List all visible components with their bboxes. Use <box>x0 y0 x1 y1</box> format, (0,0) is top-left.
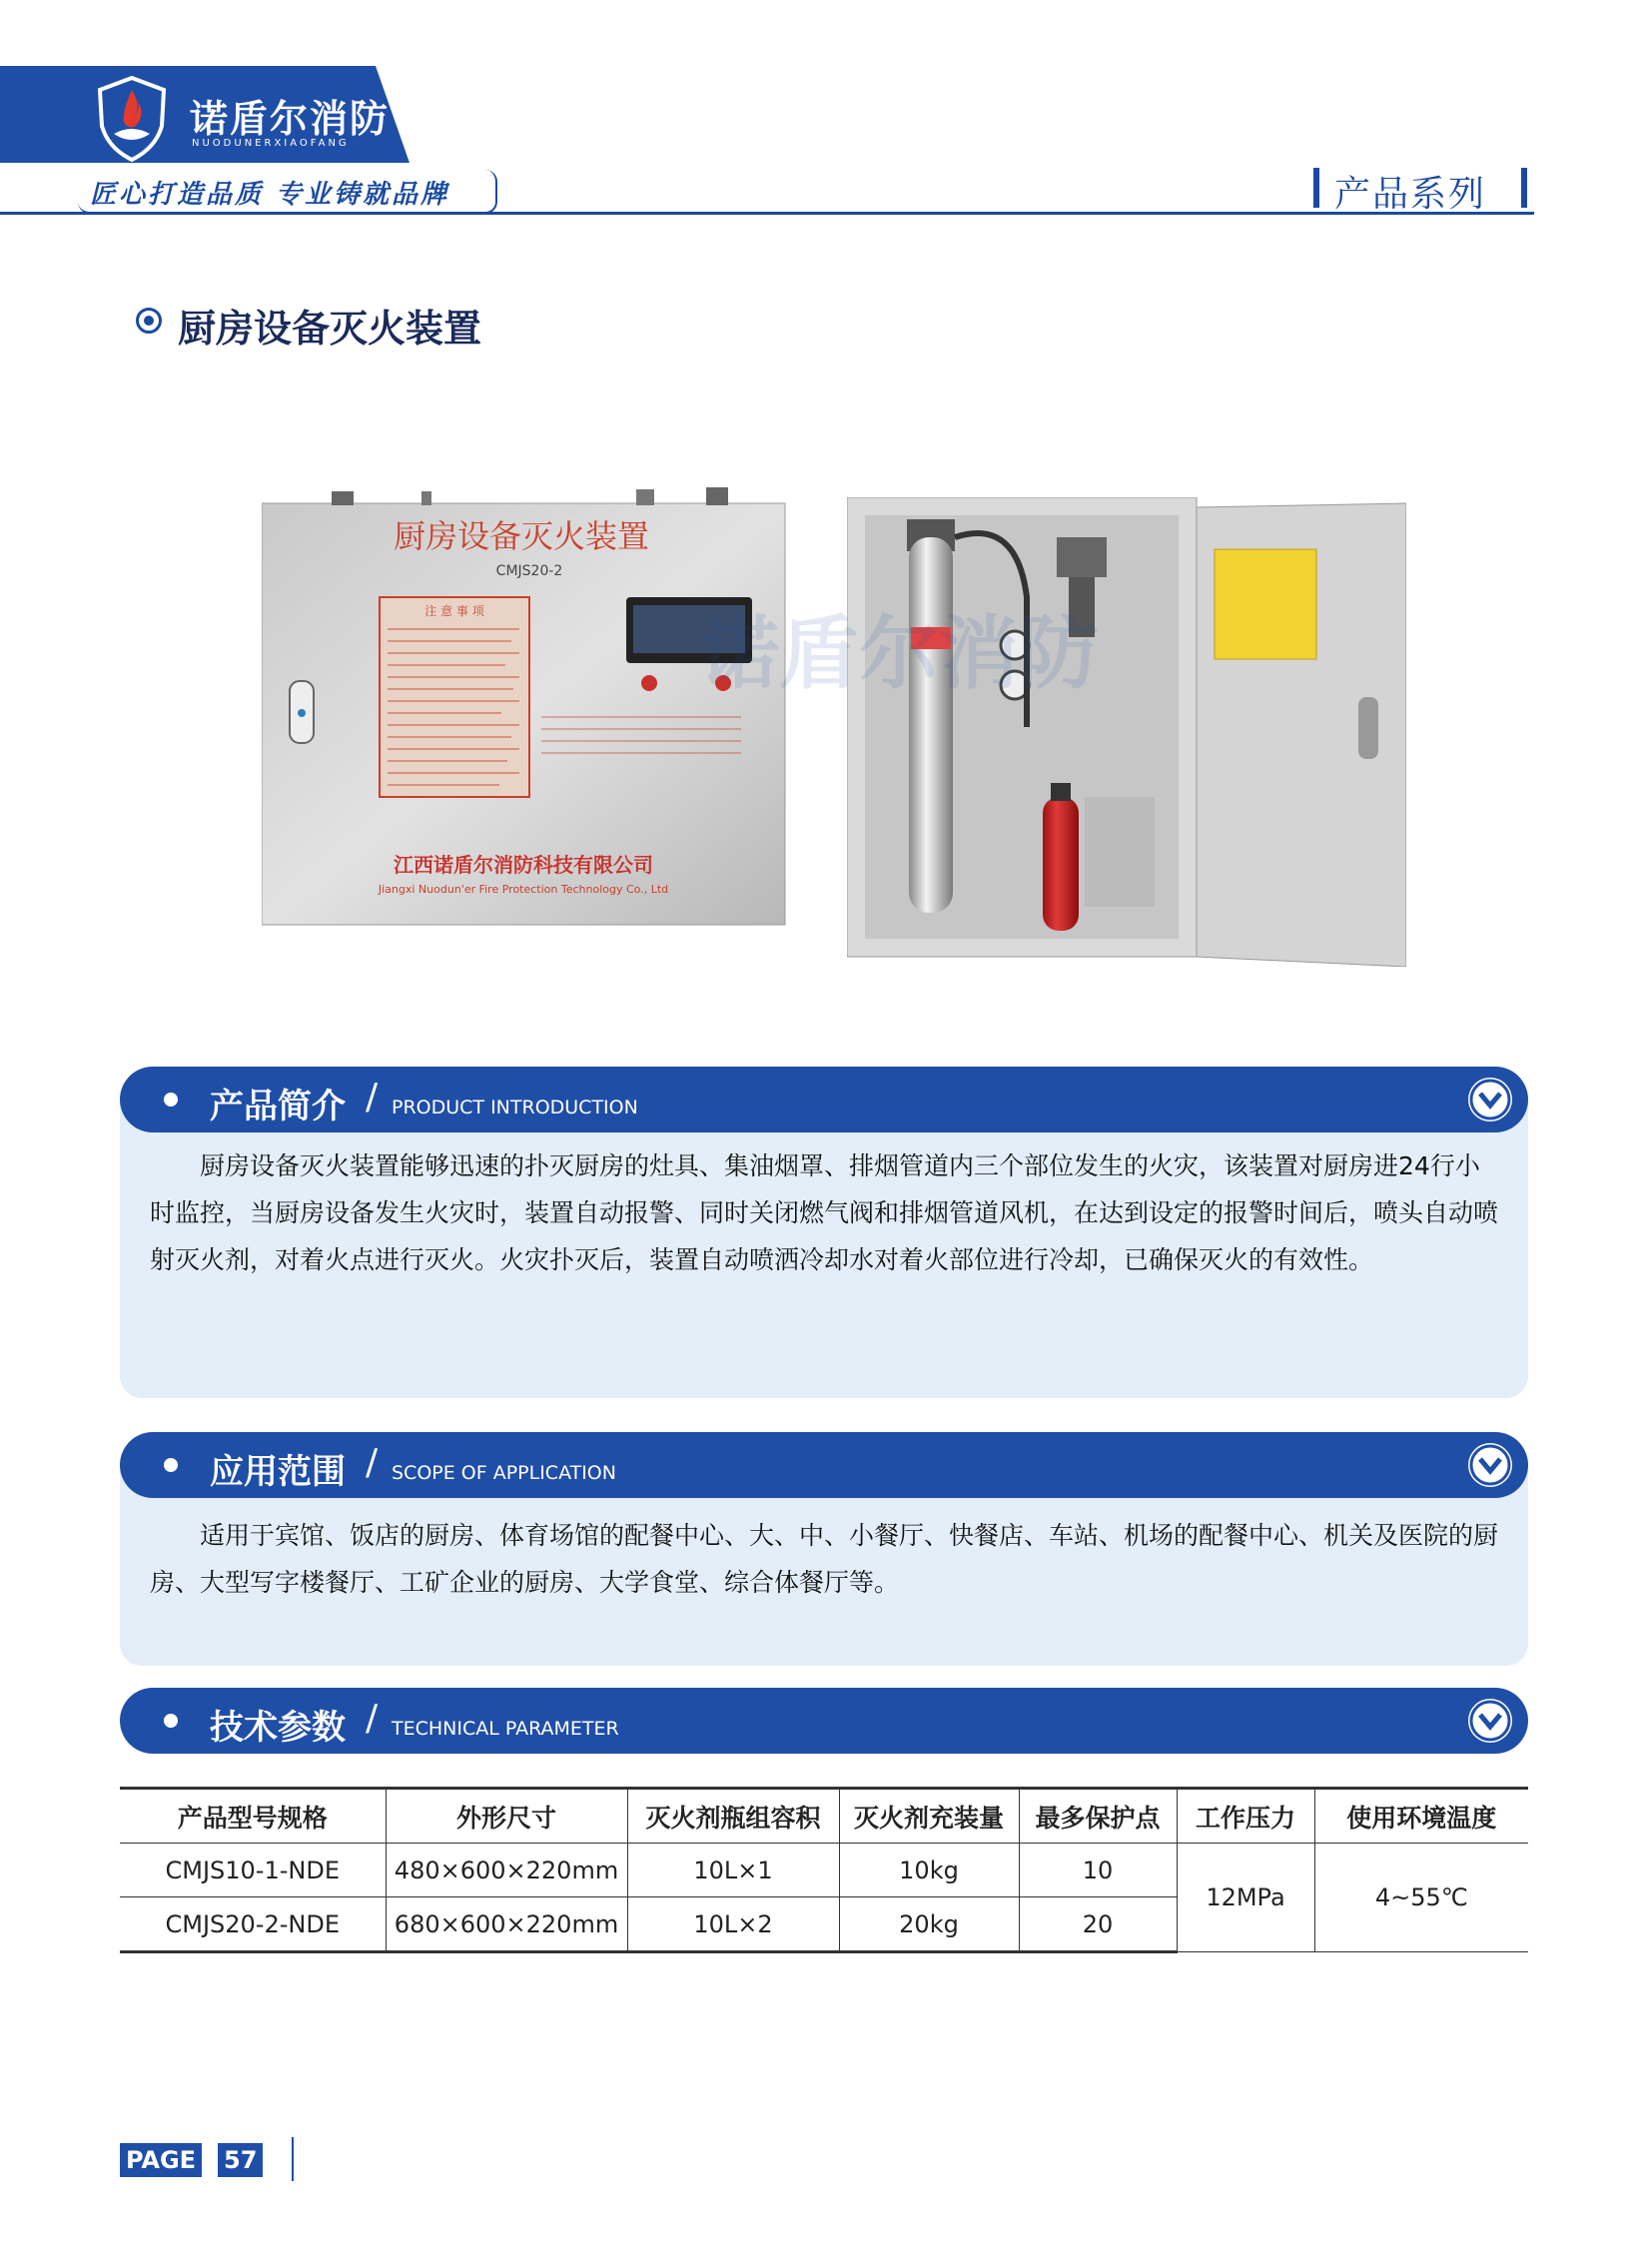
product-image-closed <box>262 485 787 945</box>
scope-text: 适用于宾馆、饭店的厨房、体育场馆的配餐中心、大、中、小餐厅、快餐店、车站、机场的配餐中心、机关及医院的厨房、大型写字楼餐厅、工矿企业的厨房、大学食堂、综合体餐厅等。 <box>150 1521 1499 1597</box>
table-cell-temperature: 4~55℃ <box>1314 1844 1528 1952</box>
scope-header <box>120 1432 1528 1498</box>
scope-title: 应用范围 <box>210 1452 346 1492</box>
title-slash: / <box>366 1698 379 1739</box>
panel-title: 厨房设备灭火装置 <box>393 517 650 555</box>
slogan: 匠心打造品质 专业铸就品牌 <box>90 180 450 210</box>
series-bar-right <box>1521 168 1527 208</box>
title-slash: / <box>366 1442 379 1483</box>
table-header-row <box>120 1789 1528 1844</box>
table-header: 使用环境温度 <box>1314 1789 1528 1844</box>
table-header: 外形尺寸 <box>386 1789 627 1844</box>
brand-subtitle: NUODUNERXIAOFANG <box>192 138 350 149</box>
title-bullet-icon <box>136 308 162 334</box>
table-cell-pressure: 12MPa <box>1177 1844 1314 1952</box>
intro-title: 产品简介 <box>210 1087 346 1126</box>
intro-header <box>120 1067 1528 1132</box>
table-cell: 10 <box>1019 1844 1177 1897</box>
table-cell: 10kg <box>839 1844 1019 1897</box>
title-slash: / <box>366 1077 379 1118</box>
footer-rule <box>292 2137 294 2181</box>
series-label: 产品系列 <box>1334 174 1487 215</box>
intro-title-en: PRODUCT INTRODUCTION <box>392 1097 638 1119</box>
tech-title-en: TECHNICAL PARAMETER <box>392 1718 619 1740</box>
table-header: 灭火剂充装量 <box>839 1789 1019 1844</box>
chevron-down-icon[interactable] <box>1468 1078 1512 1121</box>
spec-table <box>120 1787 1528 1953</box>
panel-company-cn: 江西诺盾尔消防科技有限公司 <box>394 853 653 877</box>
intro-body <box>120 1097 1528 1398</box>
table-cell: 480×600×220mm <box>386 1844 627 1897</box>
scope-title-en: SCOPE OF APPLICATION <box>392 1462 616 1484</box>
panel-model: CMJS20-2 <box>495 563 563 579</box>
table-cell: 10L×1 <box>627 1844 839 1897</box>
table-cell: 680×600×220mm <box>386 1897 627 1952</box>
brand-name: 诺盾尔消防 <box>190 97 391 141</box>
page-number: 57 <box>218 2143 263 2177</box>
section-bullet-icon <box>164 1714 178 1728</box>
notice-title: 注 意 事 项 <box>424 604 484 618</box>
section-bullet-icon <box>164 1458 178 1472</box>
product-image-open <box>847 497 1406 967</box>
table-header: 工作压力 <box>1177 1789 1314 1844</box>
table-header: 最多保护点 <box>1019 1789 1177 1844</box>
table-cell: CMJS10-1-NDE <box>120 1844 386 1897</box>
series-bar-left <box>1313 168 1319 208</box>
section-bullet-icon <box>164 1093 178 1107</box>
chevron-down-icon[interactable] <box>1468 1699 1512 1743</box>
header-rule <box>0 212 1534 215</box>
table-header: 灭火剂瓶组容积 <box>627 1789 839 1844</box>
chevron-down-icon[interactable] <box>1468 1443 1512 1487</box>
table-cell: 20 <box>1019 1897 1177 1952</box>
table-header: 产品型号规格 <box>120 1789 386 1844</box>
watermark: 诺盾尔消防 <box>699 607 1099 700</box>
table-row <box>120 1844 1528 1897</box>
table-cell: 20kg <box>839 1897 1019 1952</box>
tech-title: 技术参数 <box>210 1708 346 1748</box>
panel-company-en: Jiangxi Nuodun'er Fire Protection Technology Co., Ltd <box>378 883 669 896</box>
intro-text: 厨房设备灭火装置能够迅速的扑灭厨房的灶具、集油烟罩、排烟管道内三个部位发生的火灾，该装置对厨房进24行小时监控，当厨房设备发生火灾时，装置自动报警、同时关闭燃气阀和排烟管道风机，在达到设定的报警时间后，喷头自动喷射灭火剂，对着火点进行灭火。火灾扑灭后，装置自动喷洒冷却水对着火部位进行冷却，已确保灭火的有效性。 <box>150 1151 1499 1274</box>
table-cell: CMJS20-2-NDE <box>120 1897 386 1952</box>
page-title: 厨房设备灭火装置 <box>178 307 482 351</box>
table-cell: 10L×2 <box>627 1897 839 1952</box>
page-label: PAGE <box>120 2143 202 2177</box>
brand-logo-icon <box>96 76 168 162</box>
tech-header <box>120 1688 1528 1754</box>
